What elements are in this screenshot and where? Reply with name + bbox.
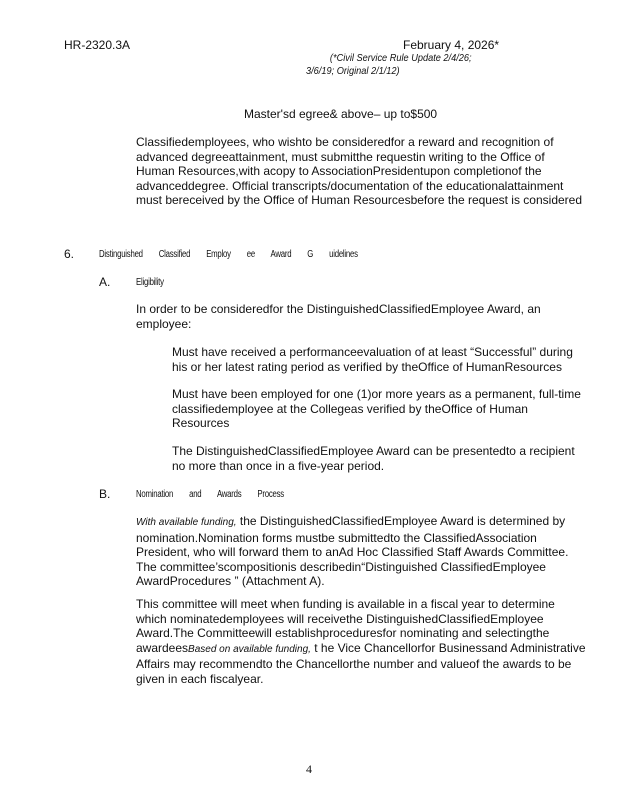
eligibility-item-2: Must have been employed for one (1)or more years as a permanent, full-time classifiedemployee at the Collegeas verified by theOffice of Human Resources <box>172 387 581 430</box>
document-id: HR-2320.3A <box>64 38 131 52</box>
revision-note <box>306 52 499 78</box>
subsection-title-nomination: Nomination and Awards Process <box>136 489 284 500</box>
nomination-paragraph-2-start: This committee will meet when funding is available in a fiscal year to determine which nominatedemployees will receivethe DistinguishedClassifiedEmployee Award.The Committeewill establishproceduresfor nominating and selectingthe awardees <box>136 597 555 655</box>
section-title: Distinguished Classified Employ ee Award G uidelines <box>99 249 358 260</box>
subsection-title-eligibility: Eligibility <box>136 277 164 288</box>
nomination-paragraph-1 <box>136 514 586 589</box>
page-number: 4 <box>306 762 312 776</box>
funding-qualifier-2: Based on available funding, <box>188 643 311 655</box>
eligibility-intro: In order to be consideredfor the DistinguishedClassifiedEmployee Award, an employee: <box>136 302 541 331</box>
section-number: 6. <box>64 247 75 261</box>
funding-qualifier: With available funding, <box>136 517 237 528</box>
eligibility-item-1: Must have received a performanceevaluation of at least “Successful” during his or her latest rating period as verified by theOffice of HumanResources <box>172 345 573 374</box>
subsection-letter-b: B. <box>99 487 111 501</box>
revision-note-line-2: 3/6/19; Original 2/1/12) <box>306 66 400 77</box>
eligibility-item-3: The DistinguishedClassifiedEmployee Award can be presentedto a recipient no more than once in a five-year period. <box>172 444 575 473</box>
revision-note-line-1: (*Civil Service Rule Update 2/4/26; <box>329 53 472 64</box>
nomination-paragraph-1-text: the DistinguishedClassifiedEmployee Award is determined by nomination.Nomination forms mustbe submittedto the ClassifiedAssociation President, who will forward them to anAd Hoc Classified Staff Awards Committee. The committee’scompositionis describedin“Distinguished ClassifiedEmployee AwardProcedures ” (Attachment A). <box>136 514 569 588</box>
nomination-paragraph-2-rest: t he Vice Chancellorfor Businessand Administrative Affairs may recommendto the Chancellorthe number and valueof the awards to be given in each fiscalyear. <box>136 640 586 686</box>
subsection-letter-a: A. <box>99 275 111 289</box>
masters-degree-line: Master'sd egree& above– up to$500 <box>244 107 438 121</box>
document-date: February 4, 2026* <box>403 38 500 52</box>
nomination-paragraph-2 <box>136 597 586 686</box>
masters-degree-paragraph: Classifiedemployees, who wishto be consideredfor a reward and recognition of advanced degreeattainment, must submitthe requestin writing to the Office of Human Resources,with acopy to AssociationPresidentupon completionof the advanceddegree. Official transcripts/documentation of the educationalattainment must bereceived by the Office of Human Resourcesbefore the request is considered <box>136 135 583 207</box>
